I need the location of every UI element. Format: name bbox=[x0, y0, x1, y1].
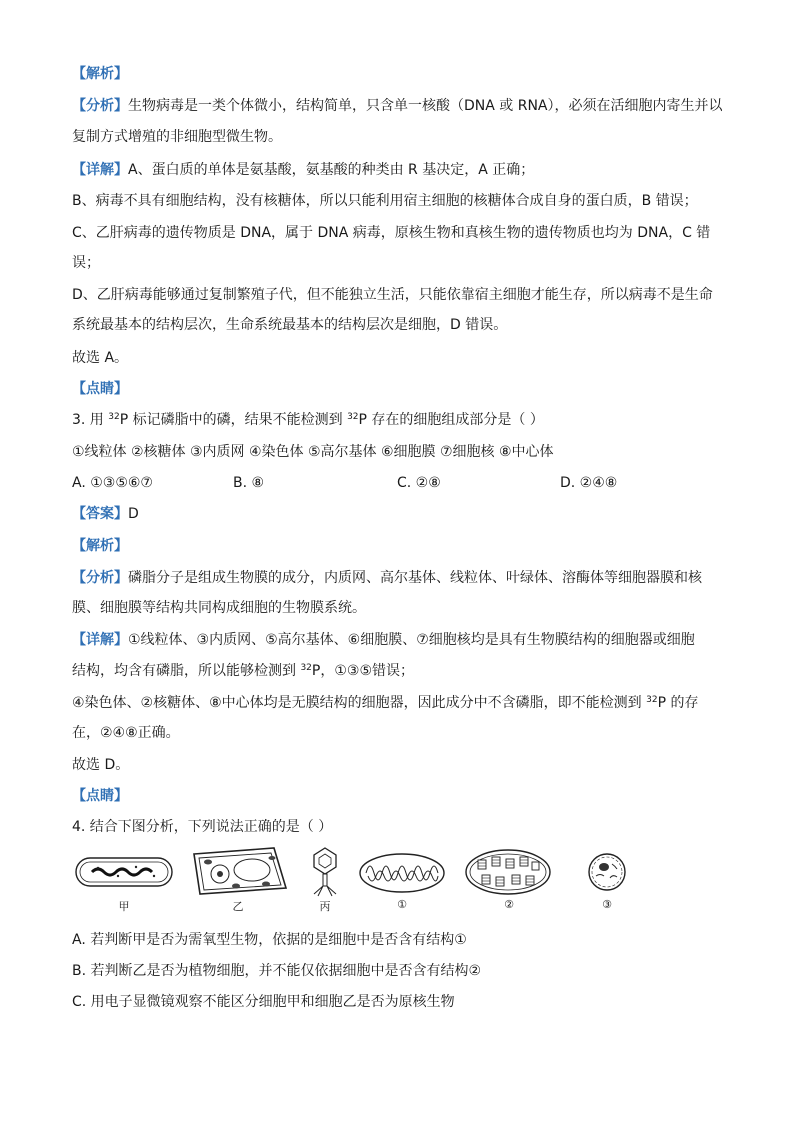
q3-detail-line3 bbox=[72, 693, 698, 713]
q3-detail-2a: 结构，均含有磷脂，所以能够检测到 bbox=[72, 663, 301, 679]
section-daan: 【答案】 bbox=[72, 506, 128, 522]
q3-option-d: D. ②④⑧ bbox=[560, 475, 618, 491]
q4-option-a: A. 若判断甲是否为需氧型生物，依据的是细胞中是否含有结构① bbox=[72, 932, 467, 948]
q4-option-c: C. 用电子显微镜观察不能区分细胞甲和细胞乙是否为原核生物 bbox=[72, 994, 455, 1010]
q4-option-b: B. 若判断乙是否为植物细胞，并不能仅依据细胞中是否含有结构② bbox=[72, 963, 482, 979]
q3-stem-mid: P 标记磷脂中的磷，结果不能检测到 bbox=[119, 412, 348, 428]
q2-detail-a bbox=[72, 160, 534, 180]
q4-figure bbox=[72, 848, 652, 913]
q2-analysis-line2: 复制方式增殖的非细胞型微生物。 bbox=[72, 129, 282, 145]
q3-jiexi: 【解析】 bbox=[72, 538, 128, 554]
section-fenxi: 【分析】 bbox=[72, 98, 128, 114]
q3-detail-line1 bbox=[72, 630, 695, 650]
q3-sup-32b: 32 bbox=[347, 412, 359, 422]
label-3: ③ bbox=[602, 898, 612, 911]
q3-section-xiangjie: 【详解】 bbox=[72, 632, 128, 648]
q3-option-a: A. ①③⑤⑥⑦ bbox=[72, 475, 153, 491]
q3-analysis-line2: 膜、细胞膜等结构共同构成细胞的生物膜系统。 bbox=[72, 600, 366, 616]
q3-stem bbox=[72, 410, 544, 430]
q2-detail-c1: C、乙肝病毒的遗传物质是 DNA，属于 DNA 病毒，原核生物和真核生物的遗传物质也均为 DNA，C 错 bbox=[72, 225, 711, 241]
label-1: ① bbox=[397, 898, 407, 911]
q2-detail-d2: 系统最基本的结构层次，生命系统最基本的结构层次是细胞，D 错误。 bbox=[72, 317, 508, 333]
q3-sup-32d: 32 bbox=[646, 695, 658, 705]
q2-analysis-text1: 生物病毒是一类个体微小，结构简单，只含单一核酸（DNA 或 RNA），必须在活细胞内寄生并以 bbox=[128, 98, 723, 114]
organelle-3-nucleus bbox=[586, 852, 628, 892]
q3-answer bbox=[72, 504, 139, 524]
q2-detail-c2: 误； bbox=[72, 255, 100, 271]
virus-bing-drawing bbox=[308, 846, 342, 898]
q3-stem-pre: 3. 用 bbox=[72, 412, 109, 428]
q3-stem-post: P 存在的细胞组成部分是（ ） bbox=[358, 412, 544, 428]
organelle-1-mitochondrion bbox=[358, 852, 446, 894]
q3-option-b: B. ⑧ bbox=[233, 475, 265, 491]
q4-stem: 4. 结合下图分析，下列说法正确的是（ ） bbox=[72, 819, 333, 835]
cell-yi-drawing bbox=[186, 844, 290, 898]
cell-jia-drawing bbox=[74, 852, 174, 892]
section-jiexi: 【解析】 bbox=[72, 66, 128, 82]
q2-detail-d1: D、乙肝病毒能够通过复制繁殖子代，但不能独立生活，只能依靠宿主细胞才能生存，所以病毒不是生命 bbox=[72, 287, 713, 303]
organelle-2-chloroplast bbox=[464, 848, 552, 896]
q2-detail-b: B、病毒不具有细胞结构，没有核糖体，所以只能利用宿主细胞的核糖体合成自身的蛋白质，B 错误； bbox=[72, 193, 698, 209]
label-bing: 丙 bbox=[319, 900, 331, 913]
q3-conclusion: 故选 D。 bbox=[72, 757, 130, 773]
q3-detail-line4: 在，②④⑧正确。 bbox=[72, 725, 180, 741]
q3-section-fenxi: 【分析】 bbox=[72, 570, 128, 586]
section-xiangjie: 【详解】 bbox=[72, 162, 128, 178]
q3-option-c: C. ②⑧ bbox=[397, 475, 441, 491]
q3-detail-text1: ①线粒体、③内质网、⑤高尔基体、⑥细胞膜、⑦细胞核均是具有生物膜结构的细胞器或细胞 bbox=[128, 632, 695, 648]
label-2: ② bbox=[504, 898, 514, 911]
q3-detail-2b: P，①③⑤错误； bbox=[311, 663, 415, 679]
q3-detail-3a: ④染色体、②核糖体、⑧中心体均是无膜结构的细胞器，因此成分中不含磷脂，即不能检测到 bbox=[72, 695, 647, 711]
q3-sup-32a: 32 bbox=[108, 412, 120, 422]
label-jia: 甲 bbox=[118, 900, 130, 913]
q2-dianjing: 【点睛】 bbox=[72, 381, 128, 397]
q3-analysis-line1 bbox=[72, 568, 702, 588]
q3-items: ①线粒体 ②核糖体 ③内质网 ④染色体 ⑤高尔基体 ⑥细胞膜 ⑦细胞核 ⑧中心体 bbox=[72, 444, 554, 460]
q2-analysis-line1 bbox=[72, 96, 723, 116]
q3-dianjing: 【点睛】 bbox=[72, 788, 128, 804]
q3-sup-32c: 32 bbox=[300, 663, 312, 673]
q3-analysis-text1: 磷脂分子是组成生物膜的成分，内质网、高尔基体、线粒体、叶绿体、溶酶体等细胞器膜和核 bbox=[128, 570, 702, 586]
q3-detail-3b: P 的存 bbox=[657, 695, 699, 711]
label-yi: 乙 bbox=[232, 900, 244, 913]
q2-detail-a-text: A、蛋白质的单体是氨基酸，氨基酸的种类由 R 基决定，A 正确； bbox=[128, 162, 535, 178]
q2-conclusion: 故选 A。 bbox=[72, 350, 129, 366]
q3-answer-value: D bbox=[128, 506, 139, 522]
q3-detail-line2 bbox=[72, 661, 414, 681]
